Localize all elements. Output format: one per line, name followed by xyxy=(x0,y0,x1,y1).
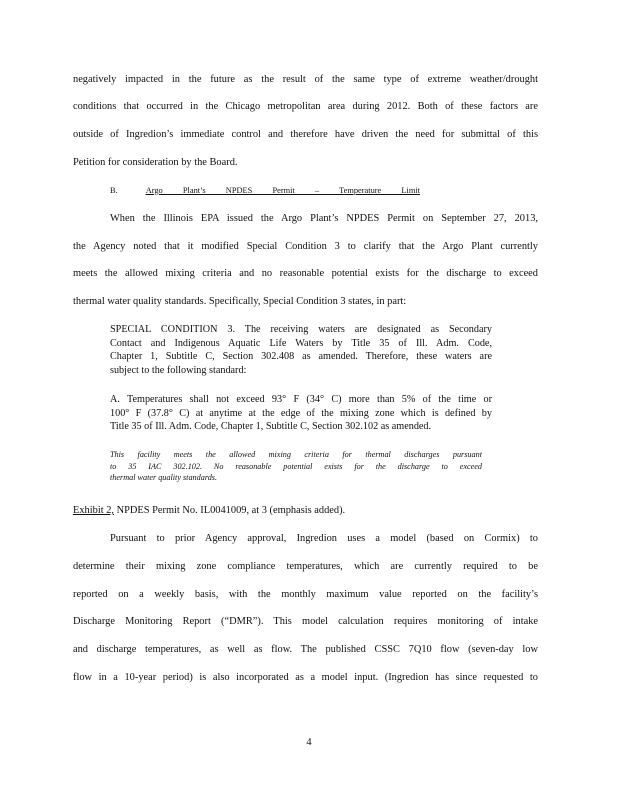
quote-line: 100° F (37.8° C) at anytime at the edge of the mixing zone which is defined by xyxy=(110,407,492,419)
paragraph-3-line-5: and discharge temperatures, as well as flow. The published CSSC 7Q10 flow (seven-day low xyxy=(73,644,538,655)
block-quote-emphasis xyxy=(110,449,482,484)
paragraph-2-line-1: When the Illinois EPA issued the Argo Plant’s NPDES Permit on September 27, 2013, xyxy=(110,213,538,224)
quote-line: Chapter 1, Subtitle C, Section 302.408 as amended. Therefore, these waters are xyxy=(110,351,492,363)
paragraph-3-line-3: reported on a weekly basis, with the monthly maximum value reported on the facility’s xyxy=(73,589,538,600)
paragraph-2-line-2: the Agency noted that it modified Special Condition 3 to clarify that the Argo Plant currently xyxy=(73,241,538,252)
paragraph-2-line-4: thermal water quality standards. Specifically, Special Condition 3 states, in part: xyxy=(73,296,407,307)
quote-line: SPECIAL CONDITION 3. The receiving waters are designated as Secondary xyxy=(110,324,492,335)
paragraph-3-line-6: flow in a 10-year period) is also incorporated as a model input. (Ingredion has since requested to xyxy=(73,672,538,683)
paragraph-3-line-1: Pursuant to prior Agency approval, Ingredion uses a model (based on Cormix) to xyxy=(110,533,538,544)
block-quote-special-condition xyxy=(110,323,492,377)
quote-line: This facility meets the allowed mixing criteria for thermal discharges pursuant xyxy=(110,450,482,459)
section-title: Argo Plant’s NPDES Permit – Temperature Limit xyxy=(145,186,420,195)
quote-line: A. Temperatures shall not exceed 93° F (34° C) more than 5% of the time or xyxy=(110,394,492,405)
quote-line: thermal water quality standards. xyxy=(110,473,218,483)
page-number: 4 xyxy=(306,737,312,748)
quote-line: to 35 IAC 302.102. No reasonable potential exists for the discharge to exceed xyxy=(110,461,482,471)
paragraph-1-line-2: conditions that occurred in the Chicago metropolitan area during 2012. Both of these factors are xyxy=(73,101,538,112)
paragraph-3-line-4: Discharge Monitoring Report (“DMR”). This model calculation requires monitoring of intake xyxy=(73,616,538,627)
paragraph-2-line-3: meets the allowed mixing criteria and no reasonable potential exists for the discharge to exceed xyxy=(73,268,538,279)
paragraph-1-line-1: negatively impacted in the future as the result of the same type of extreme weather/drought xyxy=(73,74,538,85)
exhibit-reference: Exhibit 2, xyxy=(73,505,114,516)
paragraph-1-line-3: outside of Ingredion’s immediate control and therefore have driven the need for submittal of this xyxy=(73,129,538,140)
citation-text: NPDES Permit No. IL0041009, at 3 (emphasis added). xyxy=(113,505,346,516)
paragraph-3-line-2: determine their mixing zone compliance temperatures, which are currently required to be xyxy=(73,561,538,572)
section-heading xyxy=(110,185,420,196)
quote-line: Contact and Indigenous Aquatic Life Waters by Title 35 of Ill. Adm. Code, xyxy=(110,337,492,349)
block-quote-temperature-standard xyxy=(110,393,492,434)
paragraph-1-line-4: Petition for consideration by the Board. xyxy=(73,157,238,168)
quote-line: Title 35 of Ill. Adm. Code, Chapter 1, Subtitle C, Section 302.102 as amended. xyxy=(110,421,432,433)
section-letter: B. xyxy=(110,186,118,195)
quote-line: subject to the following standard: xyxy=(110,364,247,376)
citation-line xyxy=(73,504,538,517)
